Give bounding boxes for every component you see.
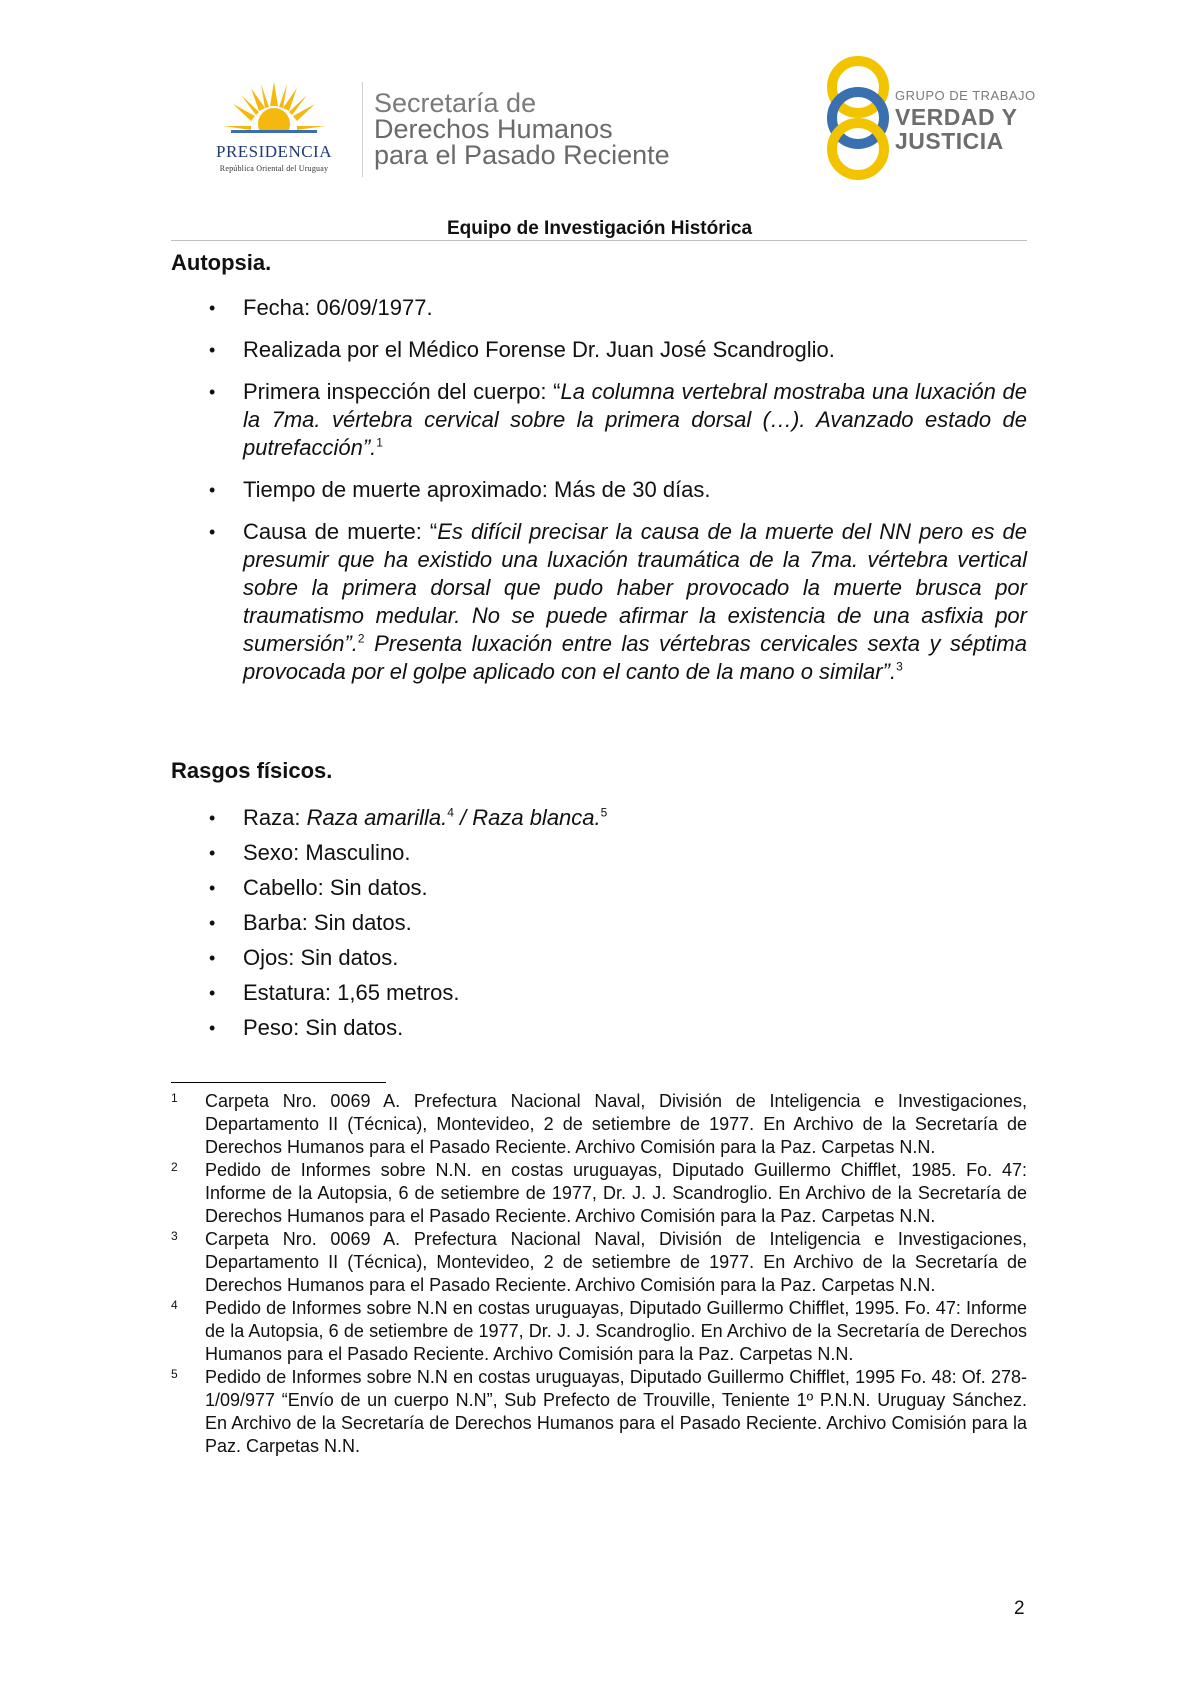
footnote-text: Carpeta Nro. 0069 A. Prefectura Nacional Naval, División de Inteligencia e Investigaciones, Departamento II (Técnica), Montevideo, 2 de setiembre de 1977. En Archivo de la Secretaría de Derechos Humanos para el Pasado Reciente. Archivo Comisión para la Paz. Carpetas N.N. <box>205 1091 1027 1157</box>
team-name: Equipo de Investigación Histórica <box>446 218 753 239</box>
footnote <box>171 1297 1027 1366</box>
footnote-number: 5 <box>171 1367 178 1381</box>
justicia-label: JUSTICIA <box>895 128 1004 154</box>
footnote-number: 3 <box>171 1229 178 1243</box>
footnote-ref[interactable]: 5 <box>600 805 608 820</box>
list-item-peso: • Peso: Sin datos. <box>171 1014 1027 1042</box>
section-heading-autopsia: Autopsia. <box>171 250 272 275</box>
presidencia-name: PRESIDENCIA <box>215 142 332 161</box>
footnote-ref[interactable]: 1 <box>376 435 383 450</box>
list-item-cabello: • Cabello: Sin datos. <box>171 874 1027 902</box>
footnote-separator <box>171 1082 386 1083</box>
presidencia-subtitle: República Oriental del Uruguay <box>219 164 329 173</box>
secretaria-line-1: Secretaría de <box>374 88 537 118</box>
running-header <box>0 218 1191 240</box>
rasgos-list <box>171 804 1027 1049</box>
footnote-ref[interactable]: 2 <box>357 631 365 646</box>
footnote <box>171 1159 1027 1228</box>
page-number: 2 <box>1014 1598 1025 1619</box>
header-rule <box>171 240 1027 241</box>
footnote-number: 4 <box>171 1298 178 1312</box>
secretaria-line-2: Derechos Humanos <box>374 114 613 144</box>
list-item-estatura: • Estatura: 1,65 metros. <box>171 979 1027 1007</box>
quote-text: La columna vertebral mostraba una luxación de la 7ma. vértebra cervical sobre la primera dorsal (…). Avanzado estado de putrefacción”. <box>243 379 1027 460</box>
footnote <box>171 1090 1027 1159</box>
footnote-text: Carpeta Nro. 0069 A. Prefectura Nacional Naval, División de Inteligencia e Investigaciones, Departamento II (Técnica), Montevideo, 2 de setiembre de 1977. En Archivo de la Secretaría de Derechos Humanos para el Pasado Reciente. Archivo Comisión para la Paz. Carpetas N.N. <box>205 1229 1027 1295</box>
verdad-justicia-logo <box>823 54 1043 182</box>
secretaria-line-3: para el Pasado Reciente <box>374 140 670 170</box>
presidencia-logo <box>196 80 352 180</box>
footnote-number: 1 <box>171 1091 178 1105</box>
footnote-ref[interactable]: 3 <box>896 659 903 674</box>
interlocking-rings-icon <box>823 54 893 182</box>
header-divider <box>362 82 363 177</box>
footnote <box>171 1228 1027 1297</box>
list-item-sexo: • Sexo: Masculino. <box>171 839 1027 867</box>
section-heading-rasgos: Rasgos físicos. <box>171 758 333 783</box>
footnotes <box>171 1090 1027 1458</box>
footnote-text: Pedido de Informes sobre N.N en costas uruguayas, Diputado Guillermo Chifflet, 1995. Fo. 47: Informe de la Autopsia, 6 de setiembre de 1977, Dr. J. J. Scandroglio. En Archivo de la Secretaría de Derechos Humanos para el Pasado Reciente. Archivo Comisión para la Paz. Carpetas N.N. <box>205 1298 1027 1364</box>
footnote-text: Pedido de Informes sobre N.N en costas uruguayas, Diputado Guillermo Chifflet, 1995 Fo. 48: Of. 278-1/09/977 “Envío de un cuerpo N.N”, Sub Prefecto de Trouville, Teniente 1º P.N.N. Uruguay Sánchez. En Archivo de la Secretaría de Derechos Humanos para el Pasado Reciente. Archivo Comisión para la Paz. Carpetas N.N. <box>205 1367 1027 1456</box>
quote-text-2: Presenta luxación entre las vértebras cervicales sexta y séptima provocada por el golpe aplicado con el canto de la mano o similar”. <box>243 631 1027 684</box>
list-item-raza: • Raza: Raza amarilla.$^4$ / Raza blanca.$^5$ <box>171 804 1027 832</box>
list-item-barba: • Barba: Sin datos. <box>171 909 1027 937</box>
footnote <box>171 1366 1027 1458</box>
footnote-text: Pedido de Informes sobre N.N. en costas uruguayas, Diputado Guillermo Chifflet, 1985. Fo. 47: Informe de la Autopsia, 6 de setiembre de 1977, Dr. J. J. Scandroglio. En Archivo de la Secretaría de Derechos Humanos para el Pasado Reciente. Archivo Comisión para la Paz. Carpetas N.N. <box>205 1160 1027 1226</box>
list-item-ojos: • Ojos: Sin datos. <box>171 944 1027 972</box>
list-item-realizada: • Realizada por el Médico Forense Dr. Juan José Scandroglio. <box>171 336 1027 364</box>
footnote-number: 2 <box>171 1160 178 1174</box>
secretaria-title <box>374 90 670 168</box>
list-item-tiempo-muerte: • Tiempo de muerte aproximado: Más de 30 días. <box>171 476 1027 504</box>
autopsia-list <box>171 294 1027 700</box>
sun-emblem-icon <box>221 80 327 142</box>
list-item-fecha: • Fecha: 06/09/1977. <box>171 294 1027 322</box>
list-item-causa-muerte: • Causa de muerte: “Es difícil precisar la causa de la muerte del NN pero es de presumir que ha existido una luxación traumática de la 7ma. vértebra vertical sobre la primera dorsal que pudo haber provocado la muerte brusca por traumatismo medular. No se puede afirmar la existencia de una asfixia por sumersión”.$^2$ Presenta luxación entre las vértebras cervicales sexta y séptima provocada por el golpe aplicado con el canto de la mano o similar”.$^3$ <box>171 518 1027 686</box>
footnote-ref[interactable]: 4 <box>447 805 454 820</box>
list-item-primera-inspeccion: • Primera inspección del cuerpo: “La columna vertebral mostraba una luxación de la 7ma. vértebra cervical sobre la primera dorsal (…). Avanzado estado de putrefacción”.$^1$ <box>171 378 1027 462</box>
quote-text: Es difícil precisar la causa de la muerte del NN pero es de presumir que ha existido una luxación traumática de la 7ma. vértebra vertical sobre la primera dorsal que pudo haber provocado la muerte brusca por traumatismo medular. No se puede afirmar la existencia de una asfixia por sumersión”. <box>243 519 1027 656</box>
grupo-label: GRUPO DE TRABAJO <box>895 88 1036 103</box>
verdad-label: VERDAD Y <box>895 104 1018 130</box>
